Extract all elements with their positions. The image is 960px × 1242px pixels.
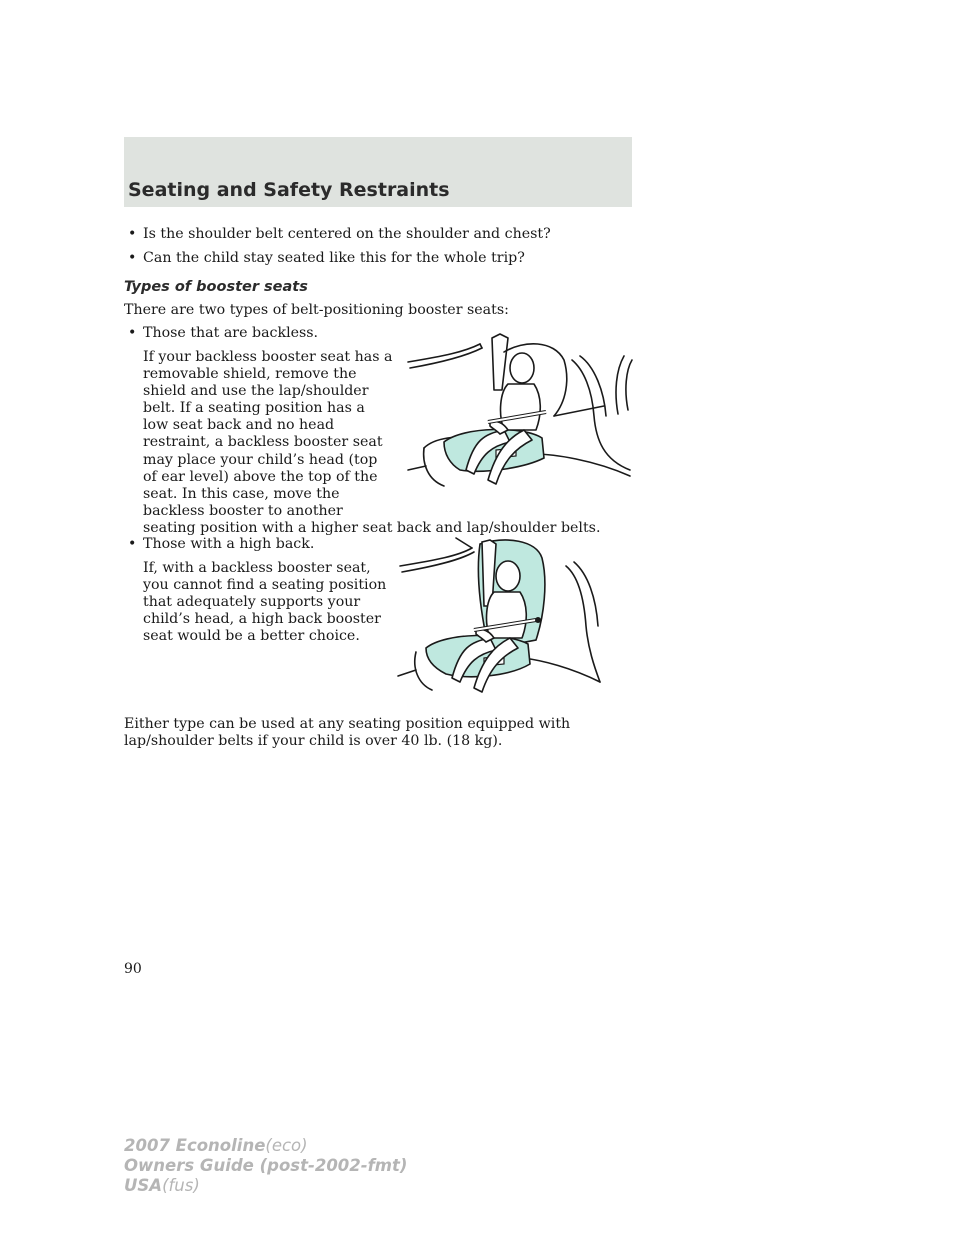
section-header-band — [124, 137, 632, 207]
footer-line-1 — [124, 1136, 407, 1156]
bullet-marker: • — [128, 325, 137, 341]
backless-line: restraint, a backless booster seat — [143, 434, 383, 451]
footer-market: USA — [124, 1176, 163, 1195]
footer-model: 2007 Econoline — [124, 1136, 266, 1155]
closing-paragraph — [124, 716, 570, 750]
backless-line: backless booster to another — [143, 502, 343, 519]
highback-line: If, with a backless booster seat, — [143, 560, 371, 576]
highback-line: that adequately supports your — [143, 594, 361, 611]
backless-line: belt. If a seating position has a — [143, 400, 365, 417]
footer-guide: Owners Guide (post-2002-fmt) — [124, 1156, 408, 1175]
footer-line-2 — [124, 1156, 407, 1176]
highback-line: seat would be a better choice. — [143, 628, 360, 645]
bullet-marker: • — [128, 226, 137, 242]
subheading-types-of-booster-seats: Types of booster seats — [124, 279, 308, 295]
highback-line: you cannot find a seating position — [143, 577, 387, 594]
intro-bullet-1: Is the shoulder belt centered on the shoulder and chest? — [143, 226, 551, 242]
highback-paragraph — [143, 560, 386, 645]
footer-model-code: (eco) — [265, 1136, 308, 1155]
backless-line: seat. In this case, move the — [143, 485, 340, 502]
section-title: Seating and Safety Restraints — [128, 179, 450, 201]
backless-line: of ear level) above the top of the — [143, 468, 378, 485]
backless-booster-seat-illustration — [404, 330, 634, 492]
backless-bullet: Those that are backless. — [143, 325, 319, 341]
bullet-marker: • — [128, 250, 137, 266]
closing-line: Either type can be used at any seating position equipped with — [124, 716, 571, 732]
footer-market-code: (fus) — [162, 1176, 200, 1195]
backless-line: low seat back and no head — [143, 417, 335, 434]
backless-line: may place your child’s head (top — [143, 451, 378, 468]
backless-line: removable shield, remove the — [143, 366, 357, 383]
page-number: 90 — [124, 961, 142, 977]
footer-line-3 — [124, 1176, 407, 1196]
bullet-marker: • — [128, 536, 137, 552]
backless-line: shield and use the lap/shoulder — [143, 383, 369, 400]
intro-bullet-2: Can the child stay seated like this for the whole trip? — [143, 250, 525, 266]
backless-line: seating position with a higher seat back and lap/shoulder belts. — [143, 519, 601, 536]
high-back-booster-seat-illustration — [396, 536, 604, 698]
highback-bullet: Those with a high back. — [143, 536, 315, 552]
closing-line: lap/shoulder belts if your child is over 40 lb. (18 kg). — [124, 733, 503, 750]
backless-line: If your backless booster seat has a — [143, 349, 393, 365]
intro-text: There are two types of belt-positioning booster seats: — [124, 302, 509, 318]
highback-line: child’s head, a high back booster — [143, 611, 381, 628]
document-footer — [124, 1136, 407, 1196]
